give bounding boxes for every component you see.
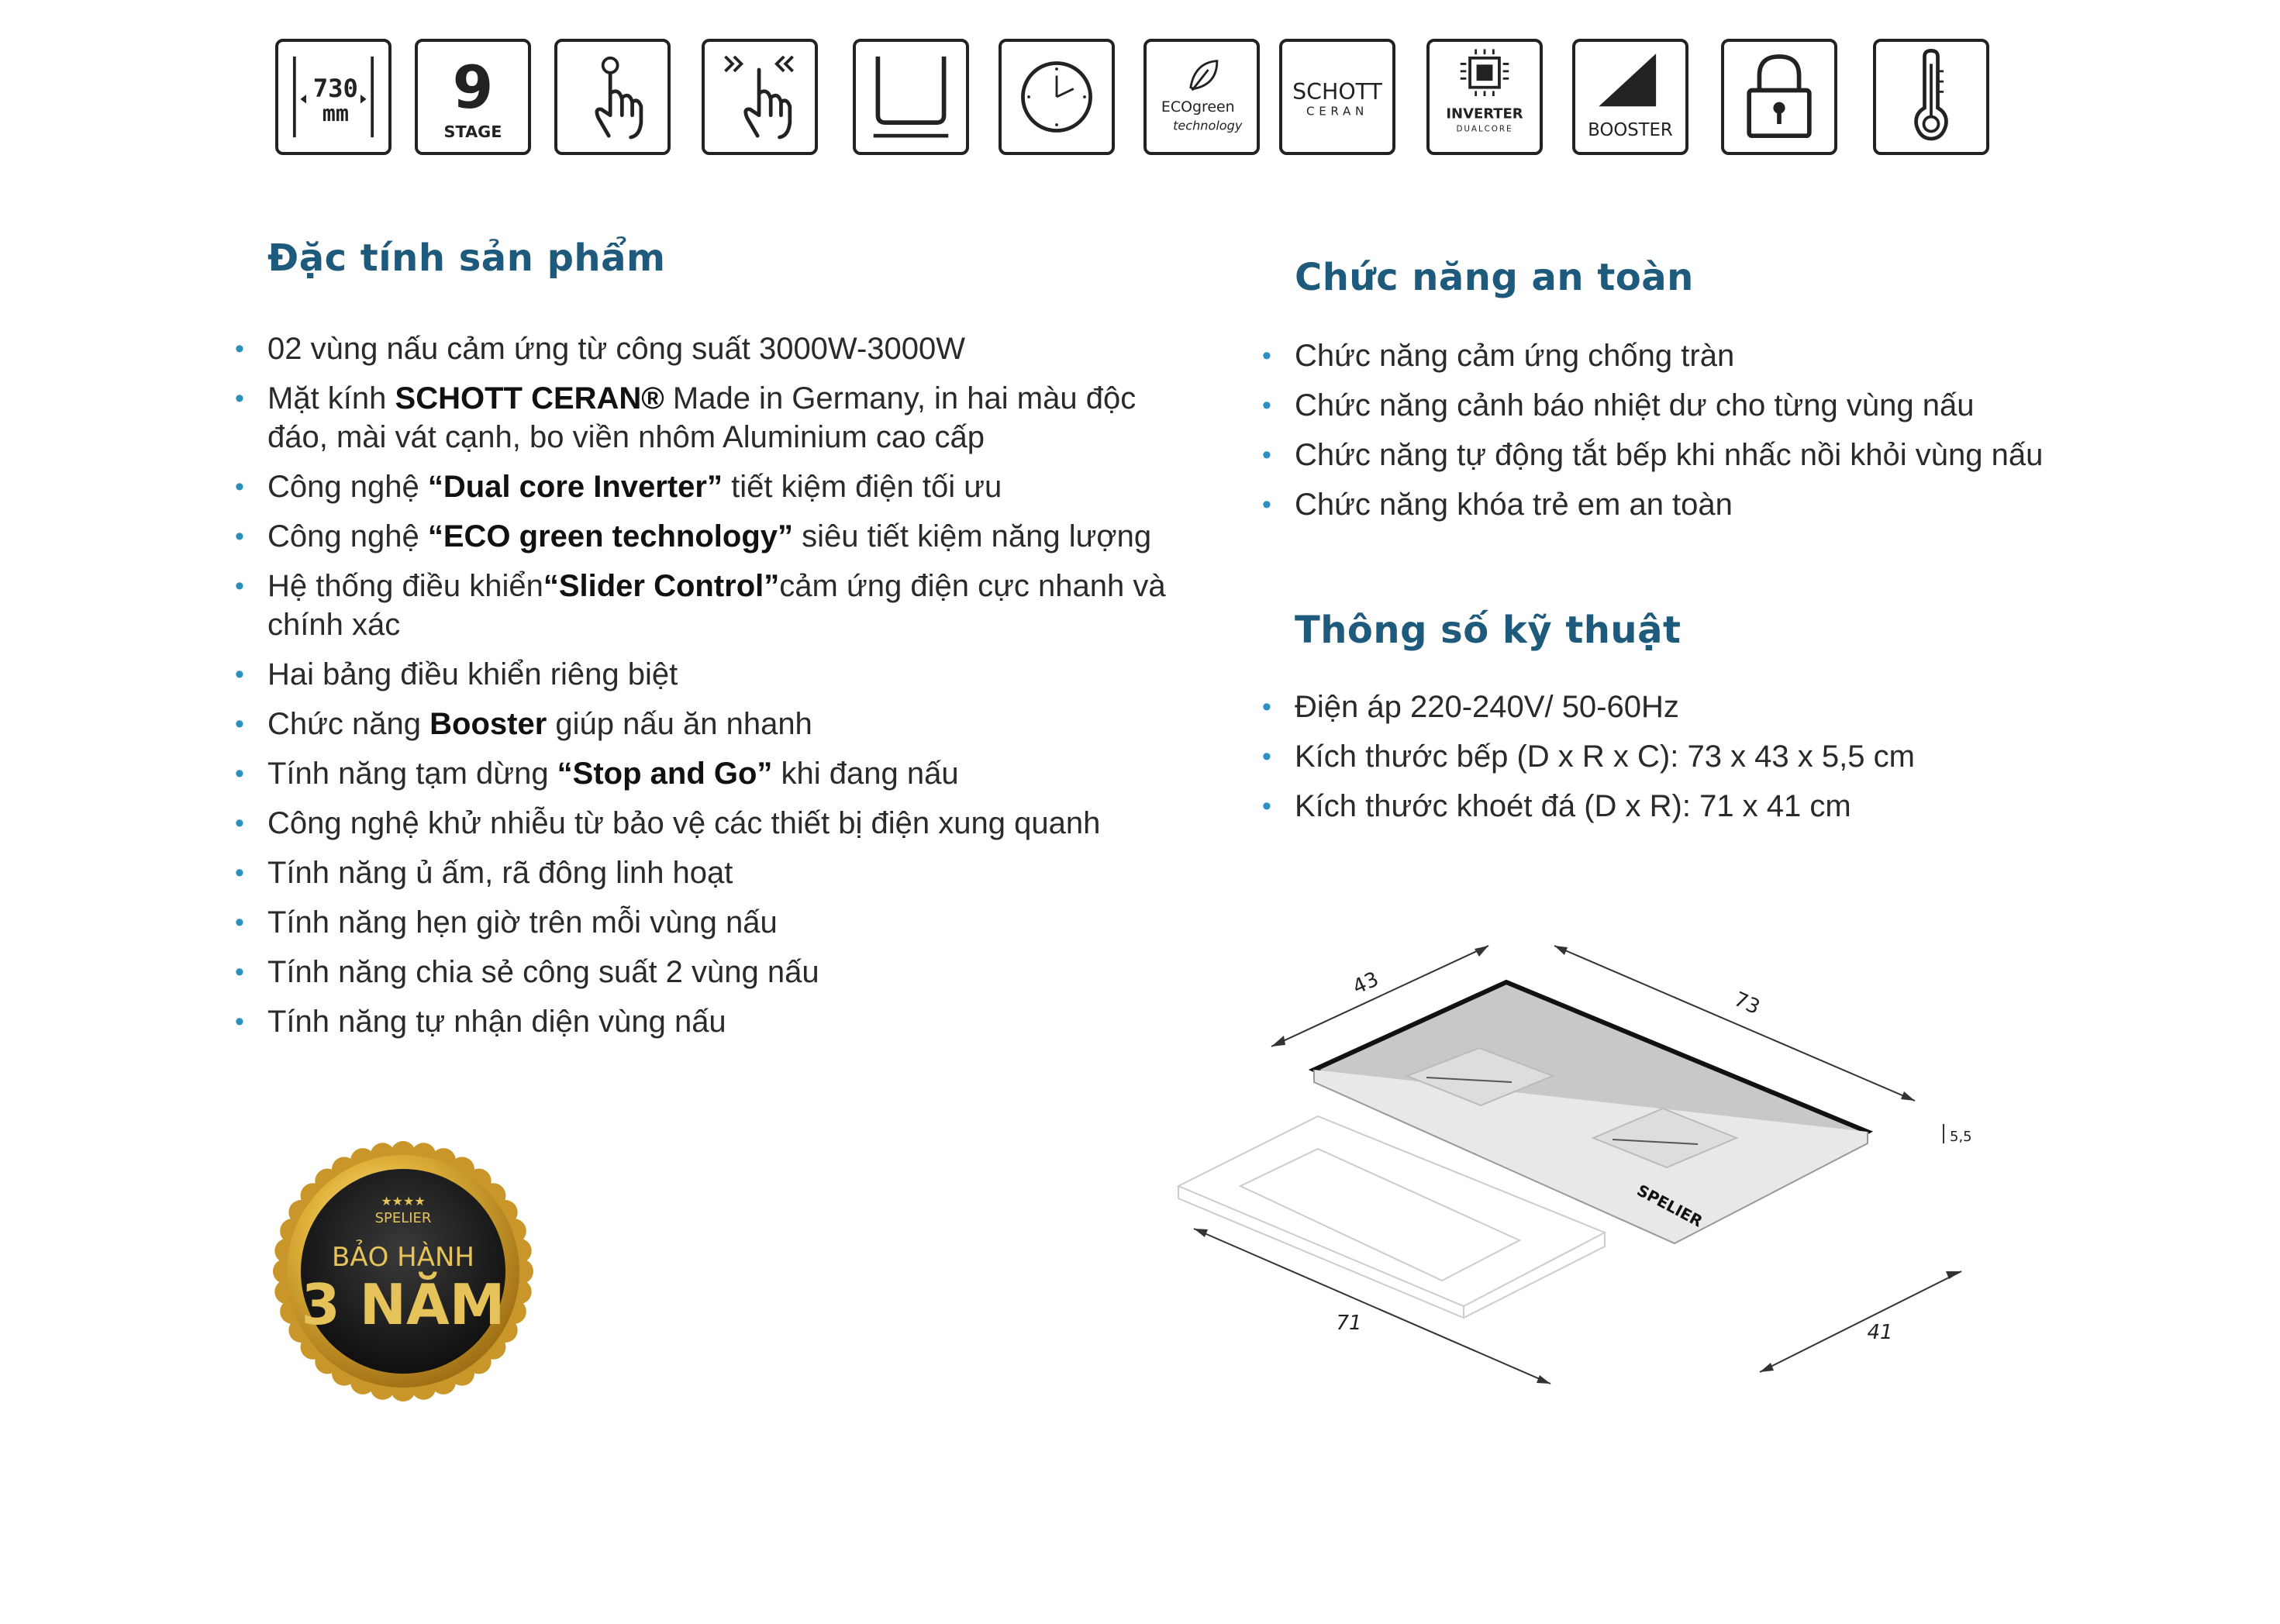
- bullet-icon: •: [235, 571, 244, 601]
- size-730-label: 730: [312, 74, 358, 103]
- list-item: [235, 467, 1182, 506]
- inverter-icon: [1426, 39, 1543, 155]
- list-item: [235, 379, 1182, 457]
- warranty-seal: [267, 1136, 539, 1407]
- list-item-pre: Chức năng: [267, 707, 430, 741]
- schott-line2: CERAN: [1306, 104, 1369, 119]
- specs-title: Thông số kỹ thuật: [1295, 609, 1682, 652]
- list-item: [1262, 688, 2225, 726]
- feature-icon-row: [0, 39, 2280, 163]
- diagram-cut-width-label: 41: [1867, 1321, 1893, 1344]
- diagram-length-label: 73: [1730, 988, 1764, 1020]
- slider-control-icon: [702, 39, 818, 155]
- safety-list: [1262, 336, 2225, 535]
- diagram-brand: SPELIER: [1633, 1181, 1706, 1231]
- bullet-icon: •: [1262, 742, 1271, 771]
- features-title: Đặc tính sản phẩm: [267, 236, 666, 280]
- inverter-line2: DUALCORE: [1456, 124, 1513, 134]
- list-item: [1262, 485, 2225, 524]
- seal-line2: 3 NĂM: [301, 1272, 505, 1337]
- bullet-icon: •: [235, 522, 244, 551]
- bullet-icon: •: [235, 957, 244, 987]
- list-item: [1262, 386, 2225, 425]
- eco-green-icon: [1143, 39, 1260, 155]
- list-item: [235, 853, 1182, 892]
- list-item-bold: Booster: [429, 707, 547, 741]
- list-item-pre: Công nghệ: [267, 470, 428, 504]
- bullet-icon: •: [235, 759, 244, 788]
- list-item-text: Chức năng tự động tắt bếp khi nhấc nồi khỏi vùng nấu: [1295, 438, 2044, 472]
- list-item: [235, 567, 1182, 644]
- list-item: [1262, 787, 2225, 826]
- bullet-icon: •: [235, 472, 244, 502]
- stage-label: STAGE: [443, 122, 502, 142]
- list-item-post: cảm ứng điện cực nhanh và chính xác: [267, 569, 1166, 642]
- touch-control-icon: [554, 39, 671, 155]
- list-item-post: tiết kiệm điện tối ưu: [722, 470, 1002, 504]
- schott-ceran-icon: [1279, 39, 1395, 155]
- bullet-icon: •: [1262, 341, 1271, 371]
- eco-line1: ECOgreen: [1161, 98, 1235, 116]
- list-item: [1262, 737, 2225, 776]
- list-item-pre: Hệ thống điều khiển: [267, 569, 543, 603]
- list-item: [235, 754, 1182, 793]
- list-item: [235, 705, 1182, 743]
- bullet-icon: •: [235, 1007, 244, 1036]
- list-item-bold: “Stop and Go”: [557, 757, 773, 791]
- features-list: [235, 329, 1182, 1052]
- child-lock-icon: [1721, 39, 1837, 155]
- 9-stage-icon: [415, 39, 531, 155]
- list-item-pre: Tính năng hẹn giờ trên mỗi vùng nấu: [267, 905, 778, 940]
- list-item: [1262, 436, 2225, 474]
- list-item-post: giúp nấu ăn nhanh: [547, 707, 812, 741]
- list-item-text: Kích thước bếp (D x R x C): 73 x 43 x 5,5 cm: [1295, 740, 1915, 774]
- residual-heat-icon: [1873, 39, 1989, 155]
- diagram-height-label: 5,5: [1950, 1129, 1972, 1145]
- list-item-pre: Hai bảng điều khiển riêng biệt: [267, 657, 678, 691]
- list-item: [235, 953, 1182, 991]
- list-item-bold: “ECO green technology”: [427, 519, 794, 553]
- list-item-post: siêu tiết kiệm năng lượng: [793, 519, 1152, 553]
- bullet-icon: •: [235, 660, 244, 689]
- list-item-text: Chức năng cảnh báo nhiệt dư cho từng vùng nấu: [1295, 388, 1975, 422]
- list-item-text: Điện áp 220-240V/ 50-60Hz: [1295, 690, 1679, 724]
- list-item-pre: Công nghệ khử nhiễu từ bảo vệ các thiết bị điện xung quanh: [267, 806, 1101, 840]
- list-item-text: Kích thước khoét đá (D x R): 71 x 41 cm: [1295, 789, 1851, 823]
- list-item: [1262, 336, 2225, 375]
- list-item-post: Made in Germany, in hai màu độc đáo, mài vát cạnh, bo viền nhôm Aluminium cao cấp: [267, 381, 1137, 454]
- bullet-icon: •: [235, 908, 244, 937]
- seal-brand: SPELIER: [374, 1210, 432, 1226]
- eco-line2: technology: [1173, 118, 1243, 133]
- safety-title: Chức năng an toàn: [1295, 256, 1694, 299]
- bullet-icon: •: [1262, 391, 1271, 420]
- specs-list: [1262, 688, 2225, 836]
- diagram-cut-length-label: 71: [1336, 1312, 1362, 1335]
- booster-icon: [1572, 39, 1688, 155]
- seal-line1: BẢO HÀNH: [332, 1242, 474, 1273]
- diagram-width-label: 43: [1349, 967, 1382, 1000]
- list-item-pre: Tính năng ủ ấm, rã đông linh hoạt: [267, 856, 733, 890]
- booster-label: BOOSTER: [1588, 120, 1673, 141]
- list-item: [235, 655, 1182, 694]
- list-item: [235, 804, 1182, 843]
- bullet-icon: •: [235, 809, 244, 838]
- inverter-line1: INVERTER: [1446, 105, 1523, 122]
- list-item-text: Chức năng cảm ứng chống tràn: [1295, 339, 1735, 373]
- list-item-pre: Công nghệ: [267, 519, 428, 553]
- list-item-pre: Mặt kính: [267, 381, 395, 415]
- schott-line1: SCHOTT: [1292, 78, 1382, 105]
- list-item-bold: “Slider Control”: [543, 569, 780, 603]
- size-mm-label: mm: [322, 101, 349, 127]
- bullet-icon: •: [1262, 791, 1271, 821]
- list-item-pre: Tính năng tạm dừng: [267, 757, 557, 791]
- bullet-icon: •: [1262, 490, 1271, 519]
- list-item-pre: Tính năng tự nhận diện vùng nấu: [267, 1005, 726, 1039]
- list-item-bold: “Dual core Inverter”: [427, 470, 723, 504]
- list-item: [235, 1002, 1182, 1041]
- bullet-icon: •: [235, 858, 244, 888]
- list-item-post: khi đang nấu: [772, 757, 959, 791]
- timer-clock-icon: [999, 39, 1115, 155]
- list-item: [235, 903, 1182, 942]
- list-item-text: Chức năng khóa trẻ em an toàn: [1295, 488, 1733, 522]
- hob-dimension-diagram: [1171, 922, 2023, 1426]
- stage-number: 9: [452, 53, 494, 122]
- bullet-icon: •: [1262, 440, 1271, 470]
- bullet-icon: •: [1262, 692, 1271, 722]
- bullet-icon: •: [235, 384, 244, 413]
- list-item-pre: Tính năng chia sẻ công suất 2 vùng nấu: [267, 955, 819, 989]
- pot-detection-icon: [853, 39, 969, 155]
- list-item-pre: 02 vùng nấu cảm ứng từ công suất 3000W-3000W: [267, 332, 966, 366]
- list-item: [235, 329, 1182, 368]
- bullet-icon: •: [235, 334, 244, 364]
- size-730mm-icon: [275, 39, 391, 155]
- list-item: [235, 517, 1182, 556]
- seal-stars: ★★★★: [381, 1194, 426, 1209]
- bullet-icon: •: [235, 709, 244, 739]
- list-item-bold: SCHOTT CERAN®: [395, 381, 664, 415]
